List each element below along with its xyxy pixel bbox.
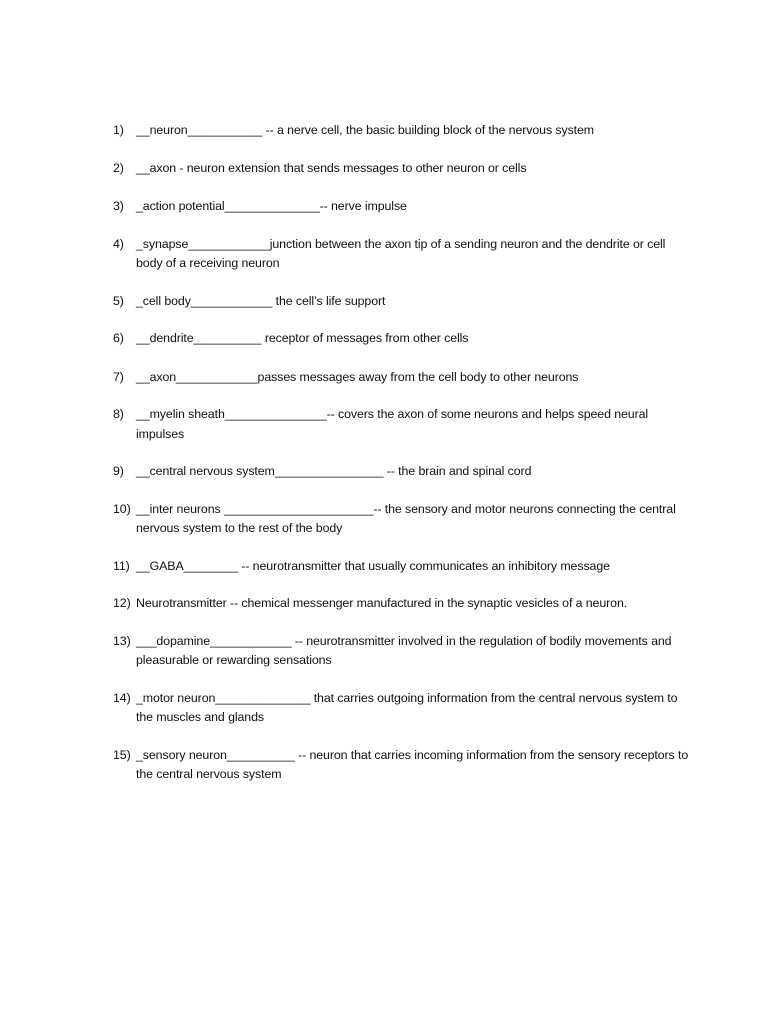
item-number: 1) bbox=[113, 123, 124, 137]
item-number: 13) bbox=[113, 633, 131, 648]
list-item bbox=[113, 500, 693, 539]
list-item bbox=[113, 405, 693, 444]
item-number: 12) bbox=[113, 596, 131, 610]
item-number: 8) bbox=[113, 407, 124, 421]
item-text: _cell body____________ the cell’s life support bbox=[136, 293, 386, 308]
item-text: ___dopamine____________ -- neurotransmitter involved in the regulation of bodily movements and pleasurable or rewarding sensations bbox=[136, 633, 672, 667]
item-number: 5) bbox=[113, 293, 124, 308]
item-text: __GABA________ -- neurotransmitter that usually communicates an inhibitory message bbox=[136, 558, 610, 573]
item-number: 6) bbox=[113, 331, 124, 345]
list-item bbox=[113, 746, 693, 785]
numbered-list bbox=[113, 121, 693, 785]
list-item bbox=[113, 557, 693, 577]
item-text: _action potential______________-- nerve impulse bbox=[136, 199, 407, 213]
item-text: __dendrite__________ receptor of messages from other cells bbox=[136, 331, 469, 345]
item-text: _sensory neuron__________ -- neuron that carries incoming information from the sensory receptors to the central nervous system bbox=[136, 747, 689, 781]
list-item bbox=[113, 159, 693, 179]
item-text: __axon - neuron extension that sends messages to other neuron or cells bbox=[136, 160, 527, 175]
item-text: __axon____________passes messages away from the cell body to other neurons bbox=[136, 369, 579, 384]
item-number: 2) bbox=[113, 160, 124, 175]
item-number: 7) bbox=[113, 369, 124, 384]
item-text: __central nervous system________________ -- the brain and spinal cord bbox=[136, 464, 532, 478]
item-text: __myelin sheath_______________-- covers the axon of some neurons and helps speed neural impulses bbox=[136, 407, 649, 441]
list-item bbox=[113, 235, 693, 274]
list-item bbox=[113, 594, 693, 614]
item-number: 10) bbox=[113, 501, 131, 516]
list-item bbox=[113, 689, 693, 728]
item-number: 9) bbox=[113, 464, 124, 478]
list-item bbox=[113, 462, 693, 482]
item-number: 15) bbox=[113, 747, 131, 762]
item-text: __inter neurons ______________________-- the sensory and motor neurons connecting the central nervous system to the rest of the body bbox=[136, 501, 676, 535]
list-item bbox=[113, 197, 693, 217]
list-item bbox=[113, 121, 693, 141]
list-item bbox=[113, 329, 693, 349]
item-number: 14) bbox=[113, 690, 131, 705]
list-item bbox=[113, 632, 693, 671]
list-item bbox=[113, 368, 693, 388]
item-number: 4) bbox=[113, 236, 124, 251]
item-text: __neuron___________ -- a nerve cell, the basic building block of the nervous system bbox=[136, 123, 595, 137]
item-number: 11) bbox=[113, 558, 130, 573]
item-text: _motor neuron______________ that carries outgoing information from the central nervous system to the muscles and glands bbox=[136, 690, 678, 724]
list-item bbox=[113, 292, 693, 312]
item-text: _synapse____________junction between the axon tip of a sending neuron and the dendrite or cell body of a receiving neuron bbox=[136, 236, 666, 270]
item-number: 3) bbox=[113, 199, 124, 213]
item-text: Neurotransmitter -- chemical messenger manufactured in the synaptic vesicles of a neuron. bbox=[136, 596, 628, 610]
